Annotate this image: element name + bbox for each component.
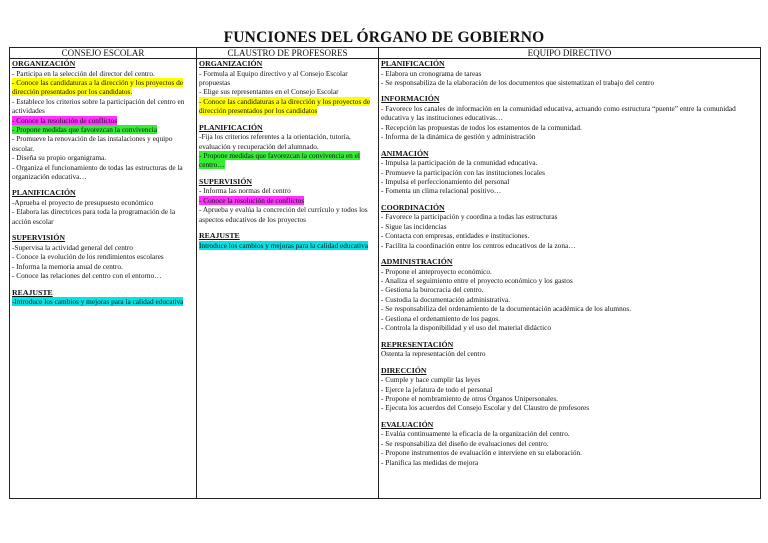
function-line [199,205,376,224]
line-text: - Organiza el funcionamiento de todas las estructuras de la organización educativa… [12,162,183,182]
function-line [381,458,758,467]
function-line [381,375,758,384]
line-text: - Se responsabiliza del ordenamiento de la documentación académica de los alumnos. [381,304,632,314]
function-line [12,163,194,182]
function-line [12,97,194,116]
line-text: - Evalúa continuamente la eficacia de la organización del centro. [381,429,570,439]
line-text: - Gestiona el ordenamiento de los pagos. [381,313,500,323]
function-line [381,132,758,141]
line-text: - Informa las normas del centro [199,186,291,196]
function-line [381,212,758,221]
function-line [381,295,758,304]
section-heading: INFORMACIÓN [381,94,440,104]
section-heading: PLANIFICACIÓN [199,122,263,132]
line-text: - Elige sus representantes en el Consejo Escolar [199,87,339,97]
function-line [199,69,376,88]
function-line [381,241,758,250]
function-line [381,69,758,78]
function-line [199,87,376,96]
line-text: - Informa de la dinámica de gestión y administración [381,132,536,142]
line-text: - Se responsabiliza del diseño de evaluaciones del centro. [381,438,549,448]
function-line [381,349,758,358]
line-text: - Favorece la participación y coordina a todas las estructuras [381,212,558,222]
function-line [12,243,194,252]
line-text: - Ejecuta los acuerdos del Consejo Escolar y del Claustro de profesores [381,403,590,413]
section-heading: REPRESENTACIÓN [381,339,454,349]
section-heading: PLANIFICACIÓN [381,59,445,68]
line-text: - Aprueba y evalúa la concreción del currículo y todos los aspectos educativos de los proyectos [199,205,368,224]
highlighted-text: - Conoce la resolución de conflictos [199,195,305,205]
function-line [199,132,376,151]
function-line [381,276,758,285]
section-heading: DIRECCIÓN [381,365,427,375]
line-text: - Elabora un cronograma de tareas [381,68,482,78]
highlighted-text: - Conoce las candidaturas a la dirección y los proyectos de dirección presentados por los candidatos. [12,78,184,97]
highlighted-text: - Conoce las candidaturas a la dirección y los proyectos de dirección presentados por los candidatos [199,96,371,116]
function-line [12,116,194,125]
function-line [12,252,194,261]
line-text: -Aprueba el proyecto de presupuesto económico [12,198,154,208]
line-text: - Controla la disponibilidad y el uso del material didáctico [381,323,552,333]
section-heading: ANIMACIÓN [381,148,429,158]
function-line [12,198,194,207]
line-text: - Conoce la evolución de los rendimientos escolares [12,252,164,262]
highlighted-text: Introduce los cambios y mejoras para la calidad educativa [199,240,368,250]
function-line [199,241,376,250]
function-line [12,297,194,306]
function-line [381,448,758,457]
consejo-escolar-cell [10,59,197,499]
function-line [12,134,194,153]
function-line [381,104,758,123]
function-line [12,69,194,78]
line-text: - Formula al Equipo directivo y al Consejo Escolar propuestas [199,68,348,87]
function-line [381,168,758,177]
section-heading: EVALUACIÓN [381,419,434,429]
line-text: - Conoce las relaciones del centro con el entorno… [12,271,162,281]
section-heading: SUPERVISIÓN [12,233,66,243]
line-text: - Impulsa la participación de la comunidad educativa. [381,158,538,168]
function-line [381,186,758,195]
line-text: - Cumple y hace cumplir las leyes [381,375,481,385]
function-line [12,125,194,134]
equipo-directivo-cell [379,59,761,499]
function-line [381,267,758,276]
function-line [381,222,758,231]
line-text: - Propone el anteproyecto económico. [381,266,492,276]
line-text: - Elabora las directrices para toda la programación de la acción escolar [12,207,176,226]
function-line [381,304,758,313]
line-text: - Facilita la coordinación entre los centros educativos de la zona… [381,240,576,250]
line-text: -Fija los criterios referentes a la orientación, tutoría, evaluación y recuperación del alumnado. [199,132,351,151]
function-line [381,177,758,186]
function-line [381,231,758,240]
line-text: - Favorece los canales de información en la comunidad educativa, actuando como estructura “puente” entre la comunidad educativa y las instituciones educativas… [381,104,736,123]
function-line [12,207,194,226]
function-line [381,439,758,448]
line-text: Ostenta la representación del centro [381,349,486,359]
function-line [381,429,758,438]
table-body-row [10,59,761,499]
function-line [381,285,758,294]
function-line [12,271,194,280]
function-line [381,78,758,87]
section-heading: ORGANIZACIÓN [12,59,76,68]
line-text: - Sigue las incidencias [381,221,447,231]
function-line [381,158,758,167]
line-text: - Diseña su propio organigrama. [12,153,107,163]
section-heading: PLANIFICACIÓN [12,188,76,198]
function-line [199,196,376,205]
line-text: - Se responsabiliza de la elaboración de los documentos que sistematizan el trabajo del centro [381,78,655,87]
line-text: - Custodia la documentación administrativa. [381,294,511,304]
line-text: - Propone el nombramiento de otros Órganos Unipersonales. [381,393,558,403]
line-text: - Promueve la renovación de las instalaciones y equipo escolar. [12,134,173,153]
line-text: - Propone instrumentos de evaluación e interviene en su elaboración. [381,448,583,458]
function-line [12,78,194,97]
highlighted-text: - Propone medidas que favorezcan la convivencia [12,125,158,135]
highlighted-text: - Propone medidas que favorezcan la convivencia en el centro… [199,151,360,170]
function-line [381,323,758,332]
function-line [381,394,758,403]
column-header-consejo-escolar: CONSEJO ESCOLAR [10,48,197,59]
function-line [381,385,758,394]
function-line [381,314,758,323]
line-text: - Informa la memoria anual de centro. [12,261,123,271]
section-heading: ORGANIZACIÓN [199,59,263,68]
line-text: - Establece los criterios sobre la participación del centro en actividades [12,96,185,116]
function-line [199,151,376,170]
function-line [12,153,194,162]
line-text: -Supervisa la actividad general del centro [12,242,133,252]
function-line [199,97,376,116]
section-heading: COORDINACIÓN [381,202,445,212]
column-header-equipo-directivo: EQUIPO DIRECTIVO [379,48,761,59]
function-line [381,403,758,412]
line-text: - Analiza el seguimiento entre el proyecto económico y los gastos [381,276,573,286]
highlighted-text: -Introduce los cambios y mejoras para la calidad educativa [12,297,184,307]
claustro-profesores-cell [197,59,379,499]
function-line [381,123,758,132]
line-text: - Planifica las medidas de mejora [381,457,479,467]
line-text: - Ejerce la jefatura de todo el personal [381,384,493,394]
line-text: - Participa en la selección del director del centro. [12,68,155,78]
highlighted-text: - Conoce la resolución de conflictos [12,115,118,125]
document-title: FUNCIONES DEL ÓRGANO DE GOBIERNO [223,29,545,46]
line-text: - Fomenta un clima relacional positivo… [381,186,502,196]
section-heading: REAJUSTE [12,287,53,297]
section-heading: ADMINISTRACIÓN [381,257,453,267]
section-heading: SUPERVISIÓN [199,176,253,186]
line-text: - Impulsa el perfeccionamiento del personal [381,177,510,187]
line-text: - Gestiona la burocracia del centro. [381,285,484,295]
line-text: - Contacta con empresas, entidades e instituciones. [381,231,530,241]
table-header-row [10,48,761,59]
function-line [12,262,194,271]
line-text: - Recepción las propuestas de todos los estamentos de la comunidad. [381,122,582,132]
functions-table [9,47,761,499]
line-text: - Promueve la participación con las instituciones locales [381,167,545,177]
function-line [199,186,376,195]
section-heading: REAJUSTE [199,231,240,241]
column-header-claustro-profesores: CLAUSTRO DE PROFESORES [197,48,379,59]
